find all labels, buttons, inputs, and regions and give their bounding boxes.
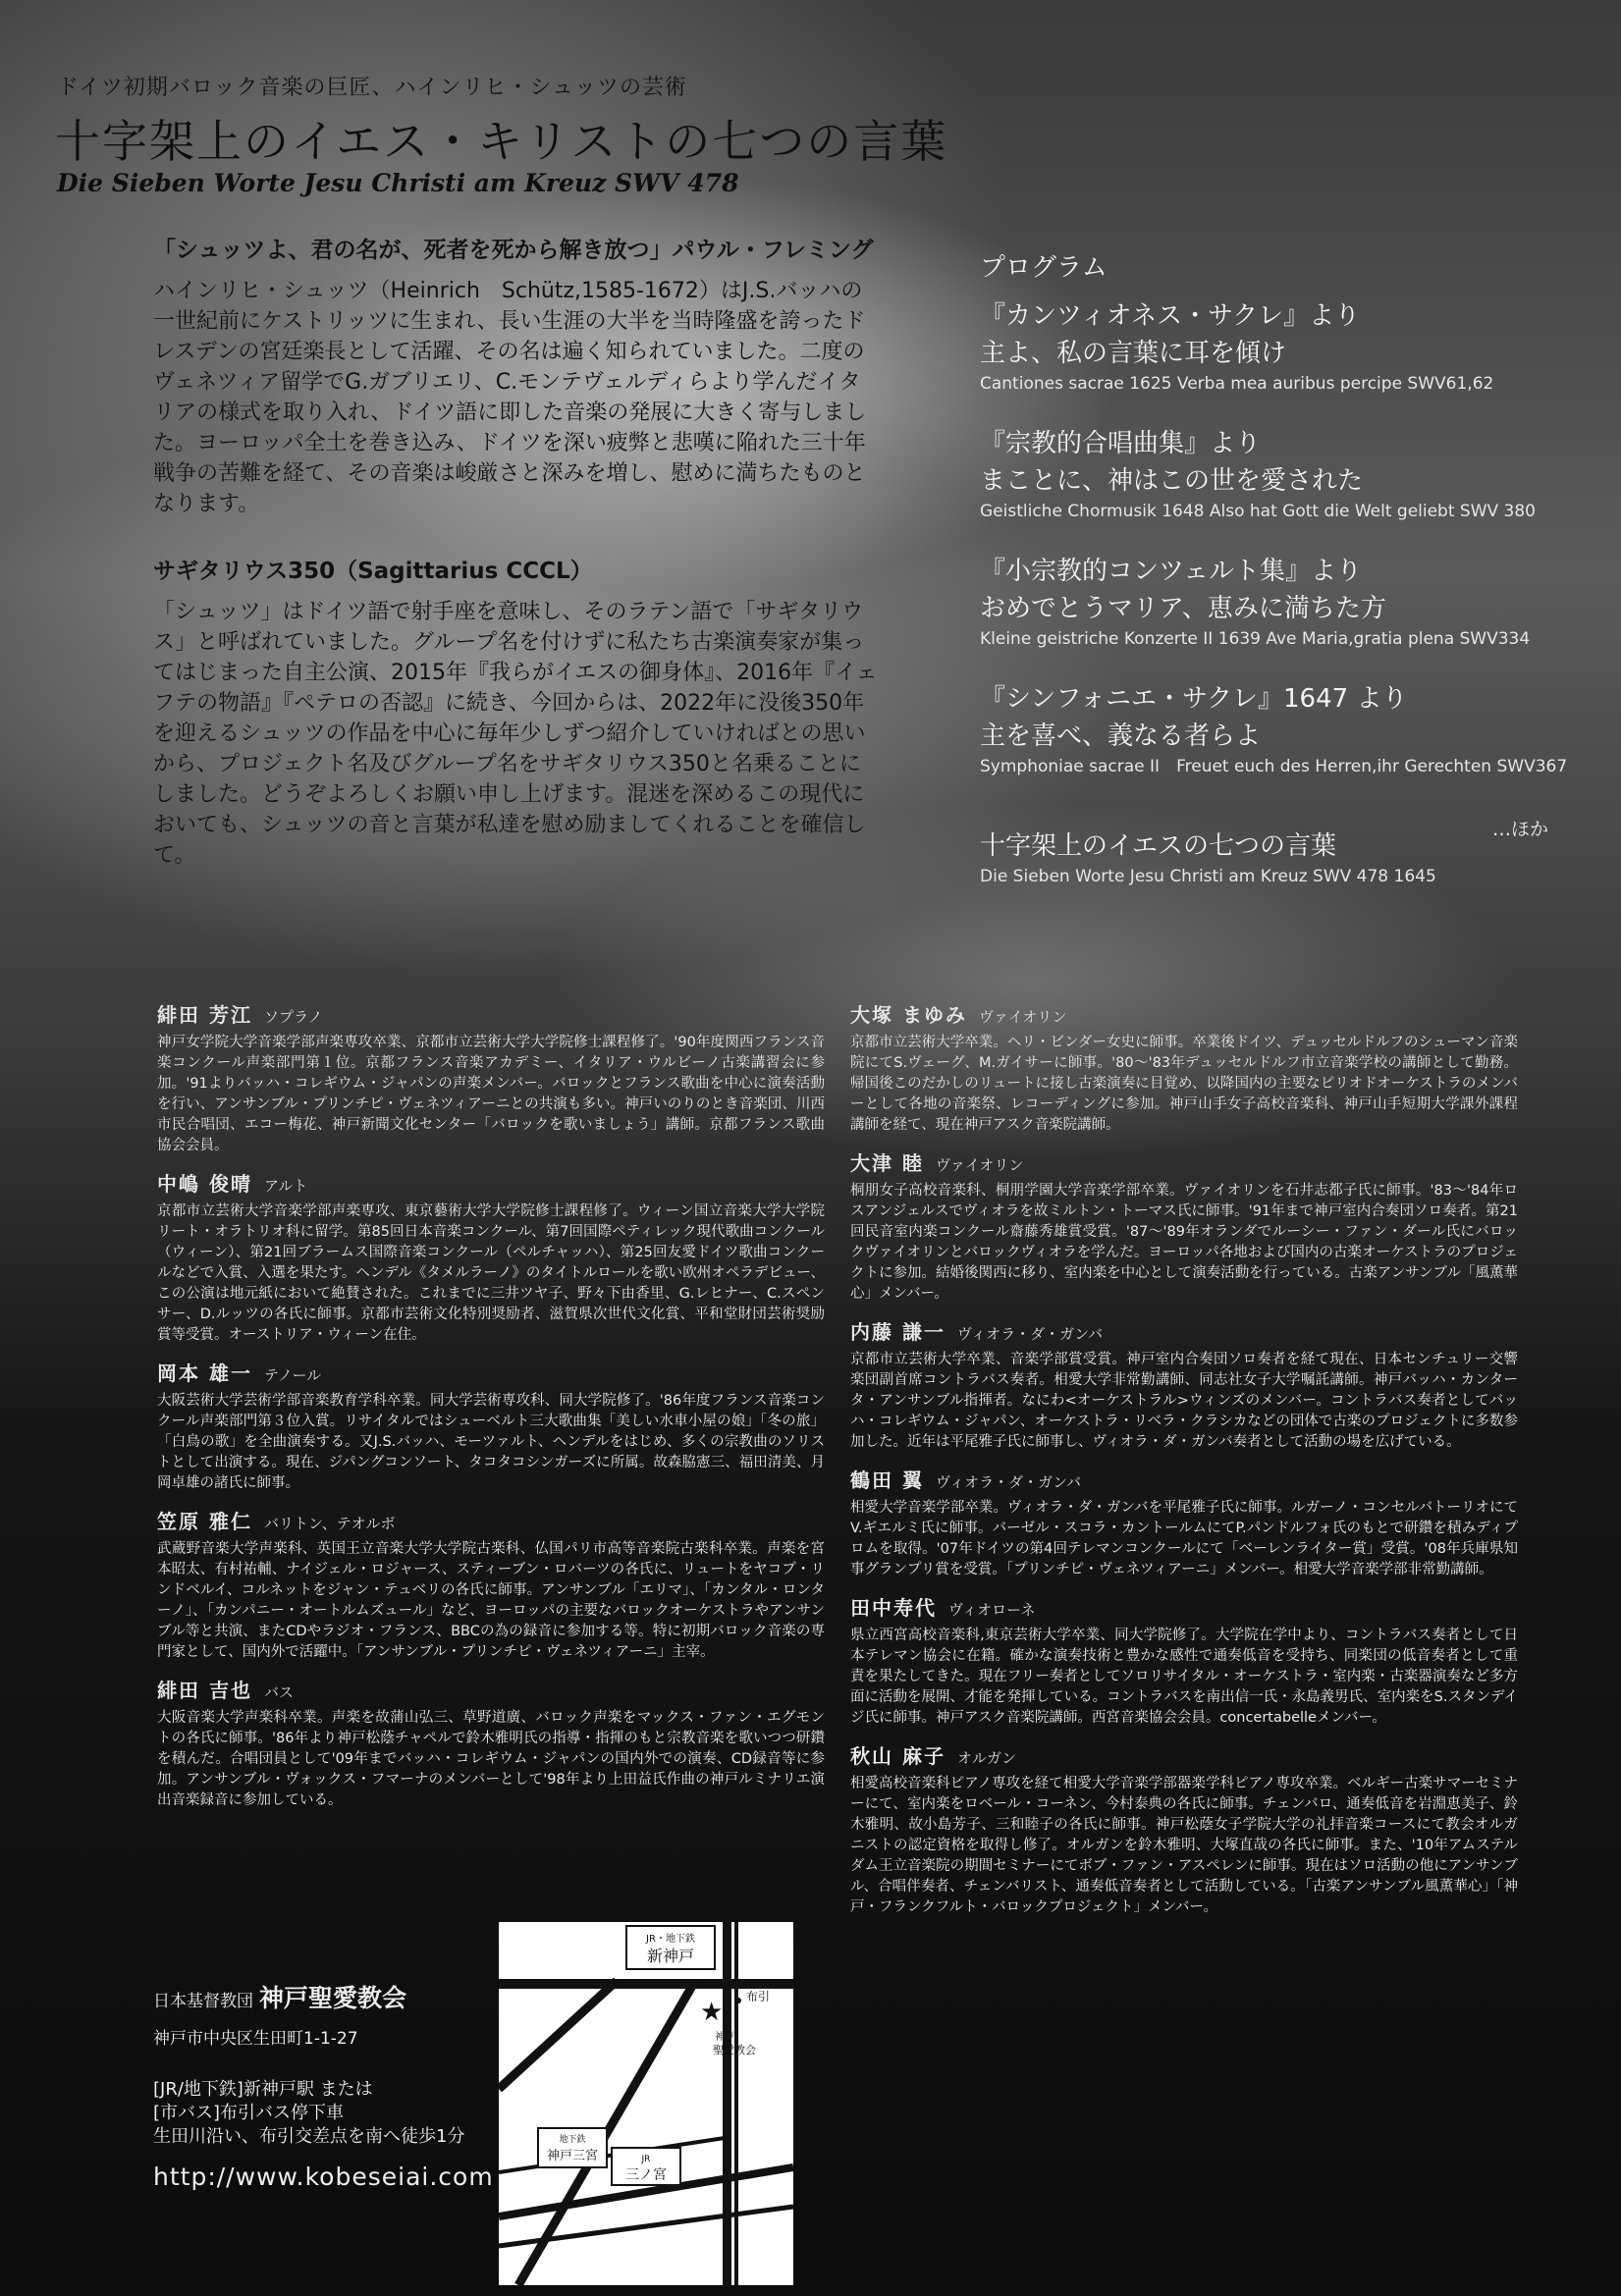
performer-text: 神戸女学院大学音楽学部声楽専攻卒業、京都市立芸術大学大学院修士課程修了。'90年度関西フランス音楽コンクール声楽部門第１位。京都フランス音楽アカデミー、イタリア・ウルビーノ古楽講習会に参加。'91よりバッハ・コレギウム・ジャパンの声楽メンバー。バロックとフランス歌曲を中心に演奏活動を行い、アンサンブル・プリンチピ・ヴェネツィアーニとの共演も多い。神戸いのりのとき音楽団、川西市民合唱団、エコー梅花、神戸新聞文化センター「バロックを歌いましょう」講師。京都フランス歌曲協会会員。 — [157, 1035, 825, 1153]
german-title: Die Sieben Worte Jesu Christi am Kreuz SWV 478 — [57, 169, 739, 197]
program-item-original: Die Sieben Worte Jesu Christi am Kreuz SWV 478 1645 — [980, 867, 1436, 886]
performer-text: 相愛大学音楽学部卒業。ヴィオラ・ダ・ガンバを平尾雅子氏に師事。ルガーノ・コンセルバトーリオにてV.ギエルミ氏に師事。バーゼル・スコラ・カントールムにてP.パンドルフォ氏のもとで研鑽を積みディプロムを取得。'07年ドイツの第4回テレマンコンクールにて「ベーレンライター賞」受賞。'08年兵庫県知事グランプリ賞を受賞。「プリンチピ・ヴェネツィアーニ」メンバー。相愛大学音楽学部非常勤講師。 — [850, 1500, 1518, 1577]
page-title: 十字架上のイエス・キリストの七つの言葉 — [55, 115, 948, 168]
performer-name: 秋山 麻子 — [850, 1744, 946, 1768]
performer-name: 岡本 雄一 — [157, 1362, 252, 1385]
program-item-title: 主を喜べ、義なる者らよ — [980, 721, 1262, 751]
program-item-main — [980, 828, 1569, 888]
performer-role: ヴィオラ・ダ・ガンバ — [935, 1473, 1082, 1491]
performer-text: 県立西宮高校音楽科,東京芸術大学卒業、同大学院修了。大学院在学中より、コントラバス奏者として日本テレマン協会に在籍。確かな演奏技術と豊かな感性で通奏低音を受持ち、同楽団の低音奏者として重責を果たしてきた。現在フリー奏者としてソロリサイタル・オーケストラ・室内楽・古楽器演奏など多方面に活動を展開、才能を発揮している。コントラバスを南出信一氏・永島義男氏、室内楽をS.スタンデイジ氏に師事。神戸アスク音楽院講師。西宮音楽協会会員。concertabelleメンバー。 — [850, 1628, 1518, 1726]
program-heading: プログラム — [980, 253, 1108, 283]
map-church-small: 神戸 — [715, 2032, 734, 2043]
header-subtitle: ドイツ初期バロック音楽の巨匠、ハインリヒ・シュッツの芸術 — [57, 76, 688, 100]
program-item-original: Geistliche Chormusik 1648 Also hat Gott die Welt geliebt SWV 380 — [980, 502, 1536, 521]
map-sannomiya-jr-small: JR — [641, 2155, 651, 2164]
performer-bio — [850, 1746, 1518, 1918]
map-drawing — [499, 1922, 793, 2285]
performer-text: 大阪芸術大学芸術学部音楽教育学科卒業。同大学芸術専攻科、同大学院修了。'86年度フランス音楽コンクール声楽部門第３位入賞。リサイタルではシューベルト三大歌曲集「美しい水車小屋の娘」「冬の旅」「白鳥の歌」を全曲演奏する。又J.S.バッハ、モーツァルト、ヘンデルをはじめ、多くの宗教曲のソリストとして出演する。現在、ジパングコンソート、タコタコシンガーズに所属。故森脇憲三、福田清美、月岡卓雄の諸氏に師事。 — [157, 1393, 825, 1491]
program-item-collection: 『シンフォニエ・サクレ』1647 より — [980, 684, 1408, 714]
program-item-title: おめでとうマリア、恵みに満ちた方 — [980, 594, 1386, 623]
performer-role: アルト — [263, 1177, 308, 1195]
performer-bio — [850, 1598, 1518, 1729]
map-sannomiya-jr: 三ノ宮 — [625, 2167, 667, 2183]
performer-name: 大津 睦 — [850, 1151, 924, 1175]
performers-right-column — [850, 1005, 1518, 1936]
performer-name: 田中寿代 — [850, 1596, 937, 1620]
program-item-collection: 『宗教的合唱曲集』より — [980, 429, 1262, 458]
performer-role: オルガン — [956, 1749, 1016, 1767]
performer-name: 鶴田 翼 — [850, 1468, 924, 1492]
performer-bio — [157, 1005, 825, 1156]
performer-name: 笠原 雅仁 — [157, 1510, 252, 1533]
church-access — [153, 2078, 494, 2149]
performer-text: 京都市立芸術大学卒業、音楽学部賞受賞。神戸室内合奏団ソロ奏者を経て現在、日本センチュリー交響楽団副首席コントラバス奏者。相愛大学非常勤講師、同志社女子大学嘱託講師。神戸バッハ・カンタータ・アンサンブル指揮者。なにわ<オーケストラル>ウィンズのメンバー。コントラバス奏者としてバッハ・コレギウム・ジャパン、オーケストラ・リベラ・クラシカなどの団体で古楽のプロジェクトに多数参加した。近年は平尾雅子氏に師事し、ヴィオラ・ダ・ガンバ奏者として活動の場を広げている。 — [850, 1352, 1518, 1450]
performer-role: バス — [263, 1683, 294, 1701]
performer-role: テノール — [263, 1366, 322, 1384]
performer-role: ヴァイオリン — [935, 1156, 1024, 1174]
program-item-collection: 『カンツィオネス・サクレ』より — [980, 301, 1361, 331]
map-station-top-small: JR・地下鉄 — [646, 1934, 695, 1945]
map-nunobiki-label: 布引 — [746, 1990, 771, 2003]
performer-text: 桐朋女子高校音楽科、桐朋学園大学音楽学部卒業。ヴァイオリンを石井志都子氏に師事。'83～'84年ロスアンジェルスでヴィオラを故ミルトン・トーマス氏に師事。'91年まで神戸室内合奏団ソロ奏者。第21回民音室内楽コンクール齋藤秀雄賞受賞。'87～'89年オランダでルーシー・ファン・ダール氏にバロックヴァイオリンとバロックヴィオラを学んだ。ヨーロッパ各地および国内の古楽オーケストラのプロジェクトに参加。結婚後関西に移り、室内楽を中心として演奏活動を行っている。古楽アンサンブル「風薫華心」メンバー。 — [850, 1183, 1518, 1302]
performer-text: 京都市立芸術大学音楽学部声楽専攻、東京藝術大学大学院修士課程修了。ウィーン国立音楽大学大学院リート・オラトリオ科に留学。第85回日本音楽コンクール、第7回国際ペティレック現代歌曲コンクール（ウィーン）、第21回ブラームス国際音楽コンクール（ペルチャッハ）、第25回友愛ドイツ歌曲コンクールなどで入賞、入選を果たす。ヘンデル《タメルラーノ》のタイトルロールを歌い欧州オペラデビュー、この公演は地元紙において絶賛された。これまでに三井ツヤ子、野々下由香里、G.レヒナー、C.スペンサー、D.ルッツの各氏に師事。京都市芸術文化特別奨励者、滋賀県次世代文化賞、平和堂財団芸術奨励賞等受賞。オーストリア・ウィーン在住。 — [157, 1203, 825, 1343]
program-etc: …ほか — [1491, 819, 1548, 840]
program-item-collection: 『小宗教的コンツェルト集』より — [980, 557, 1362, 586]
performer-text: 大阪音楽大学声楽科卒業。声楽を故蒲山弘三、草野道廣、バロック声楽をマックス・ファン・エグモントの各氏に師事。'86年より神戸松蔭チャペルで鈴木雅明氏の指導・指揮のもと宗教音楽を歌いつつ研鑽を積んだ。合唱団員として'09年までバッハ・コレギウム・ジャパンの国内外での演奏、CD録音等に参加。アンサンブル・ヴォックス・フマーナのメンバーとして'98年より上田益氏作曲の神戸ルミナリエ演出音楽録音に参加している。 — [157, 1710, 825, 1808]
program-item-title: 十字架上のイエスの七つの言葉 — [980, 831, 1336, 861]
quote-heading: 「シュッツよ、君の名が、死者を死から解き放つ」パウル・フレミング — [153, 238, 874, 263]
program-item — [980, 297, 1569, 396]
intro-paragraph-group: 「シュッツ」はドイツ語で射手座を意味し、そのラテン語で「サギタリウス」と呼ばれていました。グループ名を付けずに私たち古楽演奏家が集ってはじまった自主公演、2015年『我らがイエスの御身体』、2016年『イェフテの物語』『ペテロの否認』に続き、今回からは、2022年に没後350年を迎えるシュッツの作品を中心に毎年少しずつ紹介していければとの思いから、プロジェクト名及びグループ名をサギタリウス350と名乗ることにしました。どうぞよろしくお願い申し上げます。混迷を深めるこの現代においても、シュッツの音と言葉が私達を慰め励ましてくれることを確信して。 — [153, 600, 878, 868]
performer-text: 京都市立芸術大学卒業。ヘリ・ビンダー女史に師事。卒業後ドイツ、デュッセルドルフのシューマン音楽院にてS.ヴェーグ、M.ガイサーに師事。'80～'83年デュッセルドルフ市立音楽学校の講師として勤務。帰国後このだかしのリュートに接し古楽演奏に目覚め、以降国内の主要なピリオドオーケストラのメンバーとして各地の音楽祭、レコーディングに参加。神戸山手女子高校音楽科、神戸山手短期大学課外課程講師を経て、現在神戸アスク音楽院講師。 — [850, 1035, 1518, 1133]
performer-name: 中嶋 俊晴 — [157, 1172, 252, 1196]
performer-role: ヴィオローネ — [948, 1601, 1036, 1619]
performer-text: 相愛高校音楽科ピアノ専攻を経て相愛大学音楽学部器楽学科ピアノ専攻卒業。ベルギー古楽サマーセミナーにて、室内楽をロベール・コーネン、今村泰典の各氏に師事。チェンバロ、通奏低音を岩淵恵美子、鈴木雅明、故小島芳子、三和睦子の各氏に師事。神戸松蔭女子学院大学の礼拝音楽コースにて教会オルガニストの認定資格を取得し修了。オルガンを鈴木雅明、大塚直哉の各氏に師事。また、'10年アムステルダム王立音楽院の期間セミナーにてボブ・ファン・アスペレンに師事。現在はソロ活動の他にアンサンブル、合唱伴奏者、チェンバリスト、通奏低音奏者として活動している。「古楽アンサンブル風薫華心」「神戸・フランクフルト・バロックプロジェクト」メンバー。 — [850, 1776, 1518, 1915]
performer-name: 大塚 まゆみ — [850, 1003, 967, 1027]
performer-role: ソプラノ — [263, 1008, 323, 1026]
map-road — [499, 1979, 793, 1989]
church-info — [153, 1979, 494, 2191]
map-bus-stop-icon — [735, 1998, 741, 2003]
performer-role: バリトン、テオルボ — [263, 1515, 396, 1532]
group-heading: サギタリウス350（Sagittarius CCCL） — [153, 559, 593, 584]
church-name: 神戸聖愛教会 — [259, 1984, 407, 2012]
performer-text: 武蔵野音楽大学声楽科、英国王立音楽大学大学院古楽科、仏国パリ市高等音楽院古楽科卒業。声楽を宮本昭太、有村祐輔、ナイジェル・ロジャース、スティーブン・ロバーツの各氏に、リュートをヤコプ・リンドベルイ、コルネットをジャン・テュベリの各氏に師事。アンサンブル「エリマ」、「カンタル・ロンターノ」、「カンパニー・オートルムズュール」など、ヨーロッパの主要なバロックオーケストラやアンサンブル等と共演、またCDやラジオ・フランス、BBCの為の録音に参加する等。特に初期バロック音楽の専門家として、国内外で活躍中。「アンサンブル・プリンチピ・ヴェネツィアーニ」主宰。 — [157, 1541, 825, 1660]
map-church-label: 聖愛教会 — [713, 2044, 756, 2056]
performer-bio — [850, 1153, 1518, 1305]
access-line-1: [JR/地下鉄]新神戸駅 または — [153, 2079, 373, 2100]
program-item-title: まことに、神はこの世を愛された — [980, 466, 1364, 496]
performer-bio — [157, 1174, 825, 1346]
performer-role: ヴィオラ・ダ・ガンバ — [956, 1325, 1104, 1343]
program-item-original: Kleine geistriche Konzerte II 1639 Ave Maria,gratia plena SWV334 — [980, 629, 1531, 649]
church-organization: 日本基督教団 — [153, 1992, 253, 2011]
program-item-title: 主よ、私の言葉に耳を傾け — [980, 339, 1287, 368]
access-line-3: 生田川沿い、布引交差点を南へ徒歩1分 — [153, 2126, 465, 2147]
program-item-original: Cantiones sacrae 1625 Verba mea auribus percipe SWV61,62 — [980, 374, 1494, 394]
intro-paragraph-schutz: ハインリヒ・シュッツ（Heinrich Schütz,1585-1672）はJ.S.バッハの一世紀前にケストリッツに生まれ、長い生涯の大半を当時隆盛を誇ったドレスデンの宮廷楽長として活躍、その名は遍く知られていました。二度のヴェネツィア留学でG.ガブリエリ、C.モンテヴェルディらより学んだイタリアの様式を取り入れ、ドイツ語に即した音楽の発展に大きく寄与しました。ヨーロッパ全土を巻き込み、ドイツを深い疲弊と悲嘆に陥れた三十年戦争の苦難を経て、その音楽は峻厳さと深みを増し、慰めに満ちたものとなります。 — [153, 279, 867, 516]
program-item — [980, 553, 1569, 651]
church-address: 神戸市中央区生田町1-1-27 — [153, 2029, 358, 2049]
performer-bio — [850, 1322, 1518, 1453]
map-station-top: 新神戸 — [646, 1947, 695, 1965]
intro-section — [153, 236, 880, 908]
access-map — [499, 1922, 793, 2285]
performer-bio — [850, 1005, 1518, 1136]
program-item-original: Symphoniae sacrae II Freuet euch des Herren,ihr Gerechten SWV367 — [980, 757, 1568, 776]
church-star-icon: ★ — [700, 1998, 724, 2027]
program-item — [980, 425, 1569, 523]
performers-left-column — [157, 1005, 825, 1829]
performer-bio — [157, 1681, 825, 1811]
performer-name: 緋田 芳江 — [157, 1003, 252, 1027]
access-line-2: [市バス]布引バス停下車 — [153, 2103, 345, 2123]
performer-name: 内藤 謙一 — [850, 1320, 946, 1344]
map-road — [723, 1922, 731, 2285]
map-river — [734, 1922, 738, 2285]
performer-role: ヴァイオリン — [978, 1008, 1067, 1026]
map-sannomiya-line: 神戸三宮 — [546, 2149, 599, 2163]
performer-name: 緋田 吉也 — [157, 1679, 252, 1702]
program-section — [980, 247, 1569, 918]
map-sannomiya-small: 地下鉄 — [559, 2135, 586, 2145]
church-website-link[interactable]: http://www.kobeseiai.com — [153, 2163, 494, 2191]
performer-bio — [157, 1363, 825, 1494]
program-item — [980, 680, 1569, 778]
performer-bio — [157, 1512, 825, 1663]
performer-bio — [850, 1470, 1518, 1580]
